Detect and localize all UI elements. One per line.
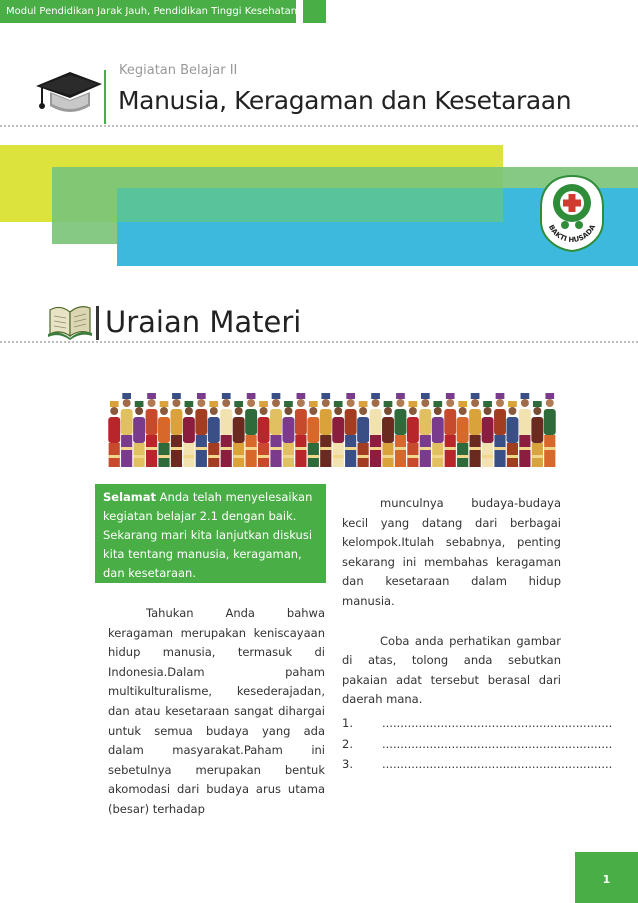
costume-figure <box>307 401 319 467</box>
costume-figure <box>258 401 270 467</box>
costume-figure <box>482 401 494 467</box>
costume-figure <box>158 401 170 467</box>
costume-figure <box>519 393 531 467</box>
costume-figure <box>382 401 394 467</box>
costume-figure <box>295 393 307 467</box>
costume-figure <box>133 401 145 467</box>
list-blank: ............................................................... <box>382 716 613 730</box>
costume-figure <box>506 401 518 467</box>
body-right-column <box>342 494 561 710</box>
costume-figure <box>394 393 406 467</box>
list-item <box>342 713 613 734</box>
list-item <box>342 734 613 755</box>
callout-text: Anda telah menyelesaikan kegiatan belajar 2.1 dengan baik. Sekarang mari kita lanjutkan diskusi kita tentang manusia, keragaman, dan kesetaraan. <box>103 490 313 580</box>
right-paragraph-1: munculnya budaya-budaya kecil yang datang dari berbagai kelompok.Itulah sebabnya, penting sekarang ini membahas keragaman dan kesetaraan dalam hidup manusia. <box>342 496 561 608</box>
costume-figure <box>407 401 419 467</box>
costume-figure <box>457 401 469 467</box>
costume-figure <box>494 393 506 467</box>
module-title: Modul Pendidikan Jarak Jauh, Pendidikan Tinggi Kesehatan <box>6 6 298 17</box>
page-number: 1 <box>602 873 611 886</box>
chapter-label: Kegiatan Belajar II <box>119 63 238 78</box>
bakti-husada-logo-icon <box>537 173 607 253</box>
costume-figure <box>233 401 245 467</box>
costume-figure <box>195 393 207 467</box>
costume-figure <box>183 401 195 467</box>
intro-callout <box>95 484 326 583</box>
costume-figure <box>370 393 382 467</box>
header-accent-square <box>303 0 326 23</box>
costume-figure <box>121 393 133 467</box>
costume-figure <box>432 401 444 467</box>
costume-figure <box>108 401 120 467</box>
costume-figure <box>220 393 232 467</box>
costume-figure <box>170 393 182 467</box>
dotted-divider <box>0 341 638 343</box>
body-left-column <box>108 604 325 820</box>
list-blank: ............................................................... <box>382 736 613 751</box>
right-paragraph-2: Coba anda perhatikan gambar di atas, tolong anda sebutkan pakaian adat tersebut berasal dari daerah mana. <box>342 633 561 707</box>
answer-list <box>342 713 613 775</box>
costume-figure <box>320 393 332 467</box>
costume-figure <box>444 393 456 467</box>
costume-figure <box>270 393 282 467</box>
costume-figure <box>345 393 357 467</box>
costume-figure <box>531 401 543 467</box>
traditional-costumes-photo <box>108 383 556 473</box>
chapter-title: Manusia, Keragaman dan Kesetaraan <box>118 86 572 115</box>
costume-figure <box>419 393 431 467</box>
section-title: Uraian Materi <box>105 305 302 339</box>
costume-figure <box>469 393 481 467</box>
list-number: 3. <box>342 757 353 771</box>
open-book-icon <box>46 300 94 340</box>
costume-figure <box>282 401 294 467</box>
costume-figure <box>544 393 556 467</box>
section-bar <box>96 306 99 340</box>
logo-text: BAKTI HUSADA <box>546 223 598 245</box>
list-item <box>342 754 613 775</box>
list-number: 1. <box>342 716 353 730</box>
chapter-divider <box>104 70 106 124</box>
banner-overlap <box>117 188 503 222</box>
list-number: 2. <box>342 736 353 751</box>
callout-bold: Selamat <box>103 490 157 504</box>
costume-figure <box>245 393 257 467</box>
list-blank: ............................................................... <box>382 757 613 771</box>
page-number-box <box>575 852 638 903</box>
dotted-divider <box>0 125 638 127</box>
graduation-cap-icon <box>34 66 104 116</box>
left-paragraph: Tahukan Anda bahwa keragaman merupakan keniscayaan hidup manusia, termasuk di Indonesia.Dalam paham multikulturalisme, kesederajadan, dan atau kesetaraan sangat dihargai untuk semua budaya yang ada dalam masyarakat.Paham ini sebetulnya merupakan bentuk akomodasi dari budaya arus utama (besar) terhadap <box>108 606 325 816</box>
module-header-strip <box>0 0 296 23</box>
costume-figure <box>357 401 369 467</box>
costume-figure <box>146 393 158 467</box>
costume-figure <box>208 401 220 467</box>
costume-figure <box>332 401 344 467</box>
